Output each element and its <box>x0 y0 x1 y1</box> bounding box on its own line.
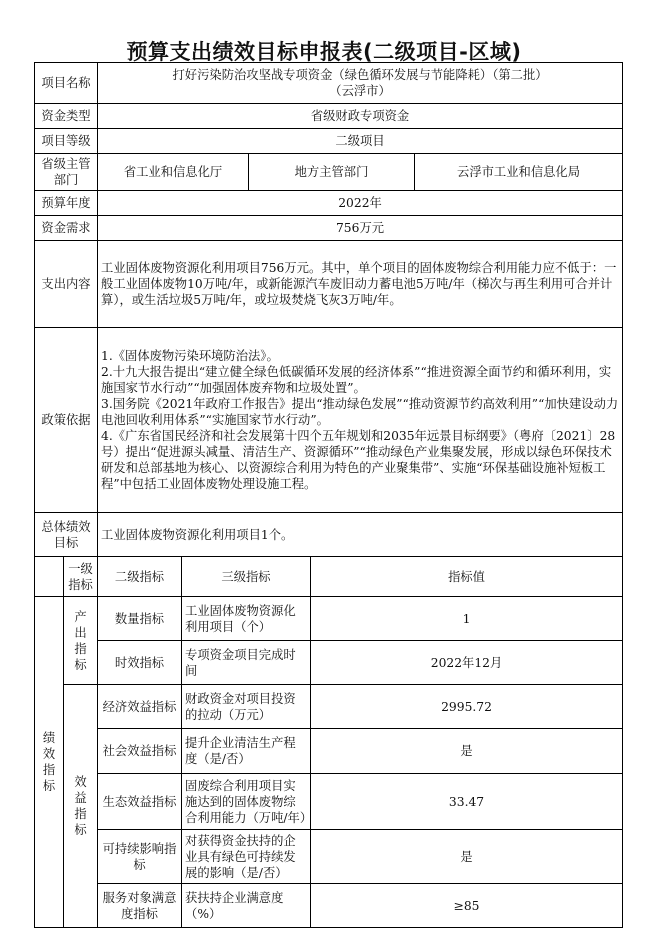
level2-cell: 服务对象满意度指标 <box>98 884 182 928</box>
header-level3: 三级指标 <box>182 557 311 597</box>
expenditure-value: 工业固体废物资源化利用项目756万元。其中，单个项目的固体废物综合利用能力应不低于：一般工业固体废物10万吨/年，或新能源汽车废旧动力蓄电池5万吨/年（梯次与再生利用可合并计算），或生活垃圾5万吨/年，或垃圾焚烧飞灰3万吨/年。 <box>98 241 623 328</box>
policy-basis-value <box>98 328 623 513</box>
row-policy-basis <box>35 328 623 513</box>
performance-target-form <box>34 62 623 928</box>
header-level1: 一级指标 <box>64 557 98 597</box>
budget-year-value: 2022年 <box>98 191 623 216</box>
header-blank <box>35 557 64 597</box>
value-cell: 是 <box>311 830 623 884</box>
budget-year-label: 预算年度 <box>35 191 98 216</box>
row-provincial-dept <box>35 154 623 191</box>
project-name-line1: 打好污染防治攻坚战专项资金（绿色循环发展与节能降耗）（第二批） <box>172 68 548 82</box>
indicator-row <box>35 641 623 685</box>
local-dept-value: 云浮市工业和信息化局 <box>415 154 623 191</box>
indicator-row <box>35 884 623 928</box>
fund-type-label: 资金类型 <box>35 104 98 129</box>
header-value: 指标值 <box>311 557 623 597</box>
level3-cell: 对获得资金扶持的企业具有绿色可持续发展的影响（是/否） <box>182 830 311 884</box>
level1-output <box>64 597 98 685</box>
fund-demand-label: 资金需求 <box>35 216 98 241</box>
value-cell: 33.47 <box>311 774 623 830</box>
fund-type-value: 省级财政专项资金 <box>98 104 623 129</box>
indicator-row <box>35 685 623 729</box>
local-dept-label: 地方主管部门 <box>249 154 415 191</box>
indicator-row <box>35 729 623 774</box>
row-fund-type <box>35 104 623 129</box>
level3-cell: 获扶持企业满意度（%） <box>182 884 311 928</box>
policy-item: 3.国务院《2021年政府工作报告》提出“推动绿色发展”“推动资源节约高效利用”“加快建设动力电池回收利用体系”“实施国家节水行动”。 <box>101 397 619 427</box>
level2-cell: 生态效益指标 <box>98 774 182 830</box>
level2-cell: 时效指标 <box>98 641 182 685</box>
level1-benefit-text: 效 益 指 标 <box>74 775 87 837</box>
indicator-header-row <box>35 557 623 597</box>
page-title: 预算支出绩效目标申报表(二级项目-区域) <box>126 40 522 64</box>
level1-benefit <box>64 685 98 928</box>
level1-output-text: 产 出 指 标 <box>74 609 87 672</box>
policy-item: 1.《固体废物污染环境防治法》。 <box>101 349 279 363</box>
policy-basis-label: 政策依据 <box>35 328 98 513</box>
level2-cell: 经济效益指标 <box>98 685 182 729</box>
provincial-dept-label: 省级主管部门 <box>35 154 98 191</box>
level3-cell: 工业固体废物资源化利用项目（个） <box>182 597 311 641</box>
level3-cell: 财政资金对项目投资的拉动（万元） <box>182 685 311 729</box>
level2-cell: 数量指标 <box>98 597 182 641</box>
value-cell: ≥85 <box>311 884 623 928</box>
row-expenditure <box>35 241 623 328</box>
row-overall-goal <box>35 513 623 557</box>
overall-goal-value: 工业固体废物资源化利用项目1个。 <box>98 513 623 557</box>
level2-cell: 可持续影响指标 <box>98 830 182 884</box>
value-cell: 1 <box>311 597 623 641</box>
policy-item: 2.十九大报告提出“建立健全绿色低碳循环发展的经济体系”“推进资源全面节约和循环利用，实施国家节水行动”“加强固体废弃物和垃圾处置”。 <box>101 365 612 395</box>
header-level2: 二级指标 <box>98 557 182 597</box>
overall-goal-label: 总体绩效目标 <box>35 513 98 557</box>
project-name-value <box>98 63 623 104</box>
value-cell: 2022年12月 <box>311 641 623 685</box>
project-level-label: 项目等级 <box>35 129 98 154</box>
project-name-line2: （云浮市） <box>329 84 391 98</box>
row-budget-year <box>35 191 623 216</box>
section-label-text: 绩 效 指 标 <box>42 731 56 793</box>
row-project-name <box>35 63 623 104</box>
row-fund-demand <box>35 216 623 241</box>
fund-demand-value: 756万元 <box>98 216 623 241</box>
level3-cell: 提升企业清洁生产程度（是/否） <box>182 729 311 774</box>
level3-cell: 专项资金项目完成时间 <box>182 641 311 685</box>
section-label-performance <box>35 597 64 928</box>
level3-cell: 固废综合利用项目实施达到的固体废物综合利用能力（万吨/年） <box>182 774 311 830</box>
indicator-row <box>35 830 623 884</box>
indicator-row <box>35 774 623 830</box>
value-cell: 是 <box>311 729 623 774</box>
value-cell: 2995.72 <box>311 685 623 729</box>
provincial-dept-value: 省工业和信息化厅 <box>98 154 249 191</box>
indicator-row <box>35 597 623 641</box>
policy-item: 4.《广东省国民经济和社会发展第十四个五年规划和2035年远景目标纲要》（粤府〔2021〕28号）提出“促进源头减量、清洁生产、资源循环”“推动绿色产业集聚发展，形成以绿色环保技术研发和总部基地为核心、以资源综合利用为特色的产业聚集带”、实施“环保基础设施补短板工程”中包括工业固体废物处理设施工程。 <box>101 429 616 491</box>
project-name-label: 项目名称 <box>35 63 98 104</box>
row-project-level <box>35 129 623 154</box>
project-level-value: 二级项目 <box>98 129 623 154</box>
expenditure-label: 支出内容 <box>35 241 98 328</box>
level2-cell: 社会效益指标 <box>98 729 182 774</box>
